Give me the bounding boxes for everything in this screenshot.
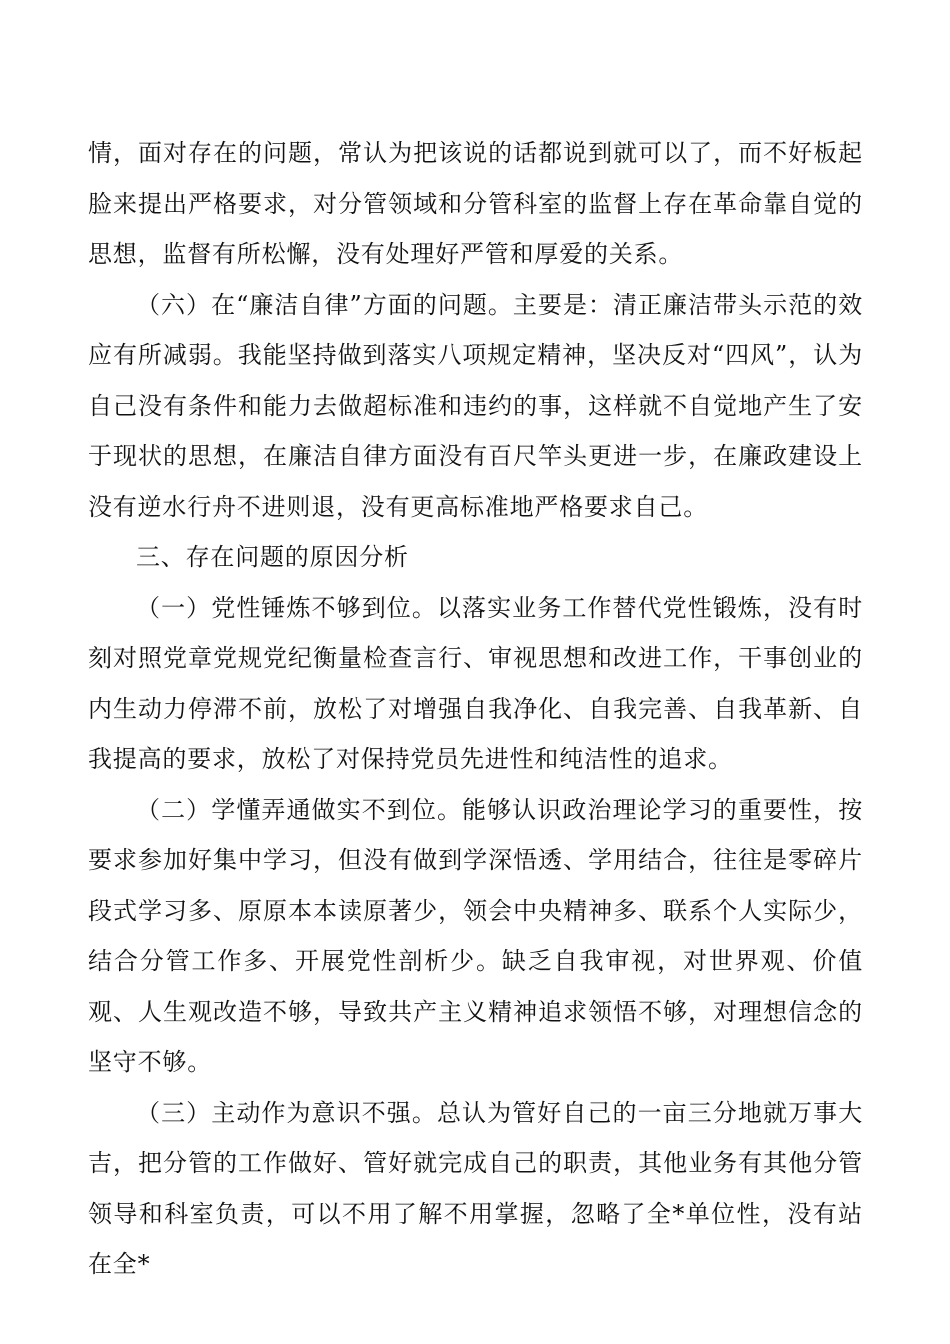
paragraph-integrity-self-discipline: （六）在“廉洁自律”方面的问题。主要是：清正廉洁带头示范的效应有所减弱。我能坚持做到落实八项规定精神，坚决反对“四风”，认为自己没有条件和能力去做超标准和违约的事，这样就不自觉地产生了安于现状的思想，在廉洁自律方面没有百尺竿头更进一步，在廉政建设上没有逆水行舟不进则退，没有更高标准地严格要求自己。	[88, 290, 863, 521]
paragraph-party-spirit: （一）党性锤炼不够到位。以落实业务工作替代党性锻炼，没有时刻对照党章党规党纪衡量检查言行、审视思想和改进工作，干事创业的内生动力停滞不前，放松了对增强自我净化、自我完善、自我革新、自我提高的要求，放松了对保持党员先进性和纯洁性的追求。	[88, 593, 863, 773]
paragraph-initiative: （三）主动作为意识不强。总认为管好自己的一亩三分地就万事大吉，把分管的工作做好、管好就完成自己的职责，其他业务有其他分管领导和科室负责，可以不用了解不用掌握，忽略了全*单位性，没有站在全*	[88, 1098, 863, 1278]
paragraph-study: （二）学懂弄通做实不到位。能够认识政治理论学习的重要性，按要求参加好集中学习，但没有做到学深悟透、学用结合，往往是零碎片段式学习多、原原本本读原著少，领会中央精神多、联系个人实际少，结合分管工作多、开展党性剖析少。缺乏自我审视，对世界观、价值观、人生观改造不够，导致共产主义精神追求领悟不够，对理想信念的坚守不够。	[88, 795, 863, 1076]
document-body	[88, 128, 863, 1290]
paragraph-continuation: 情，面对存在的问题，常认为把该说的话都说到就可以了，而不好板起脸来提出严格要求，对分管领域和分管科室的监督上存在革命靠自觉的思想，监督有所松懈，没有处理好严管和厚爱的关系。	[88, 139, 863, 268]
section-heading-cause-analysis: 三、存在问题的原因分析	[136, 543, 409, 571]
